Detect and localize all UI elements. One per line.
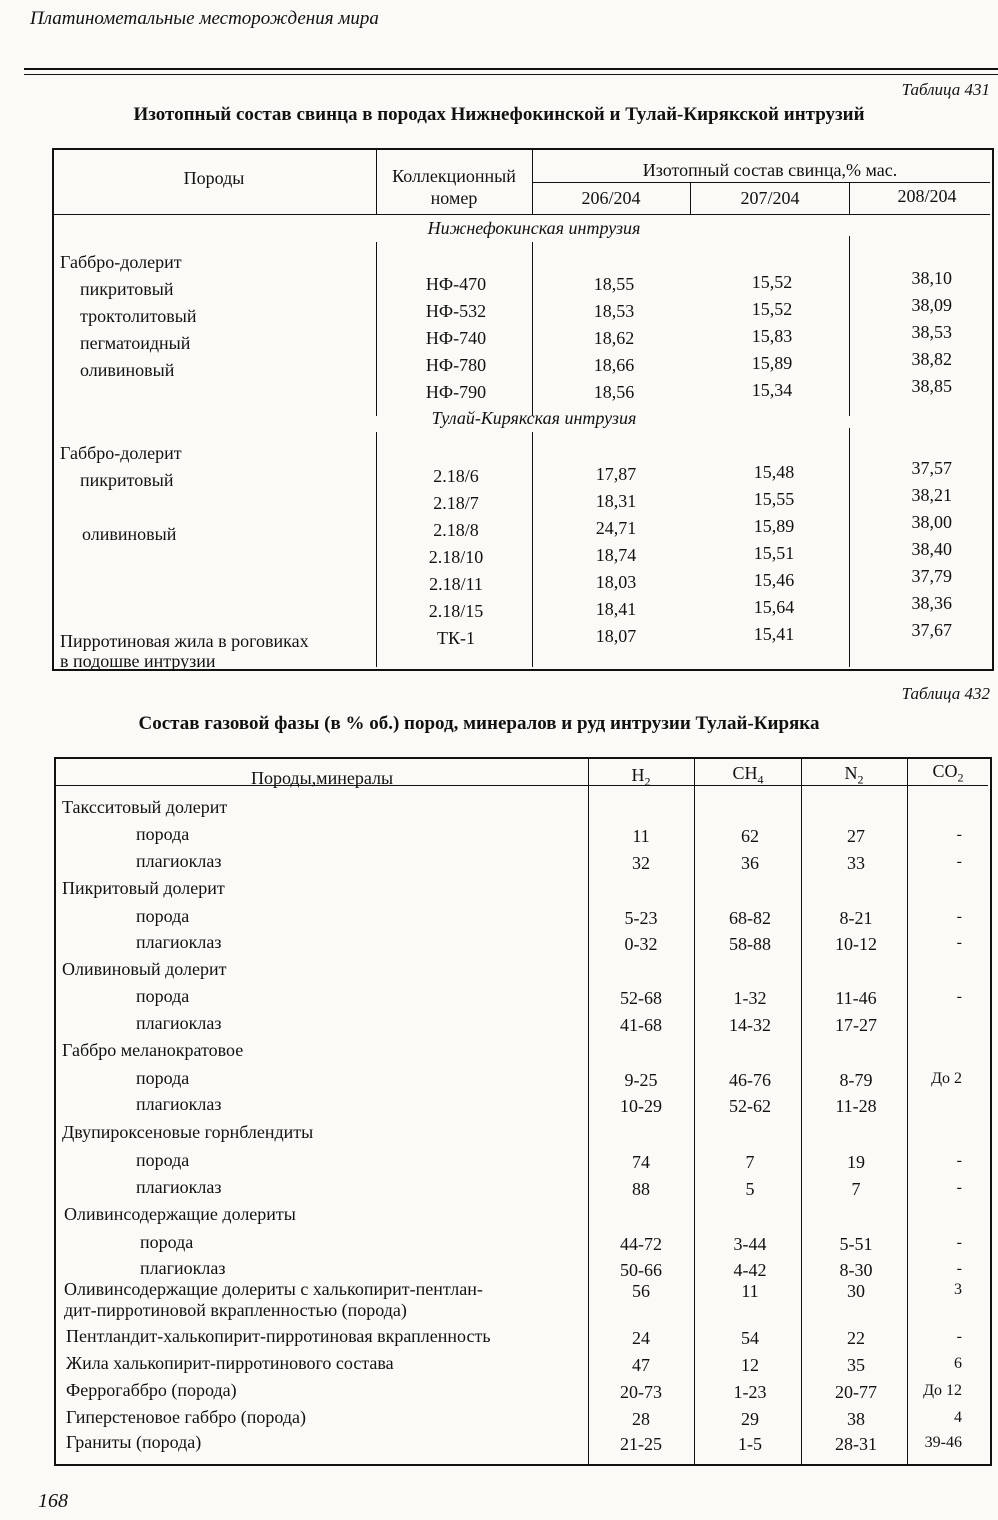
- value-206: 18,74: [595, 545, 637, 565]
- row-label: Граниты (порода): [66, 1432, 202, 1452]
- value-207: 15,55: [753, 489, 795, 509]
- value-n2: 7: [851, 1179, 861, 1199]
- row-label: порода: [136, 824, 190, 844]
- value-207: 15,64: [753, 597, 795, 617]
- value-ch4: 3-44: [733, 1234, 767, 1254]
- value-ch4: 68-82: [729, 908, 771, 928]
- row-label: Пикритовый долерит: [62, 878, 225, 898]
- sample-id: 2.18/8: [433, 520, 479, 540]
- sample-id: 2.18/6: [433, 466, 479, 486]
- value-co2: -: [956, 934, 962, 951]
- running-header: Платинометальные месторождения мира: [30, 8, 379, 29]
- value-206: 18,03: [595, 572, 637, 592]
- sample-id: НФ-470: [425, 274, 487, 294]
- sample-id: 2.18/7: [433, 493, 479, 513]
- value-206: 18,07: [595, 626, 637, 646]
- header-rocks: Породы: [183, 168, 245, 188]
- row-label: Оливинсодержащие долериты: [64, 1204, 296, 1224]
- value-206: 17,87: [595, 464, 637, 484]
- value-ch4: 62: [741, 826, 759, 846]
- rock-label: в подошве интрузии: [60, 651, 216, 671]
- table1-number: Таблица 431: [901, 80, 990, 99]
- value-ch4: 1-32: [733, 988, 767, 1008]
- row-label: Феррогаббро (порода): [66, 1380, 237, 1400]
- value-208: 38,53: [911, 322, 952, 342]
- value-206: 24,71: [595, 518, 637, 538]
- row-label: плагиоклаз: [136, 1013, 222, 1033]
- value-h2: 10-29: [620, 1096, 662, 1116]
- value-co2: 39-46: [924, 1434, 962, 1451]
- sample-id: 2.18/10: [428, 547, 484, 567]
- value-ch4: 29: [741, 1409, 759, 1429]
- header-207: 207/204: [740, 188, 800, 208]
- value-ch4: 7: [745, 1152, 755, 1172]
- value-206: 18,56: [593, 382, 635, 402]
- value-h2: 0-32: [624, 934, 658, 954]
- page-number: 168: [38, 1490, 68, 1512]
- value-ch4: 1-23: [733, 1382, 767, 1402]
- value-h2: 5-23: [624, 908, 658, 928]
- row-label: плагиоклаз: [136, 1177, 222, 1197]
- row-label: Пентландит-халькопирит-пирротиновая вкрапленность: [66, 1326, 491, 1346]
- value-co2: -: [956, 988, 962, 1005]
- rock-label: Габбро-долерит: [60, 252, 182, 272]
- header-isotope-group: Изотопный состав свинца,% мас.: [642, 160, 898, 180]
- header-206: 206/204: [581, 188, 641, 208]
- header-collection-2: номер: [430, 188, 478, 208]
- value-ch4: 46-76: [729, 1070, 771, 1090]
- value-207: 15,34: [751, 380, 793, 400]
- value-208: 37,67: [911, 620, 952, 640]
- value-h2: 88: [632, 1179, 650, 1199]
- value-206: 18,31: [595, 491, 637, 511]
- section-title: Нижнефокинская интрузия: [427, 218, 641, 238]
- value-h2: 24: [632, 1328, 650, 1348]
- value-ch4: 1-5: [738, 1434, 762, 1454]
- rock-label: Пирротиновая жила в роговиках: [60, 631, 309, 651]
- row-label: Таксситовый долерит: [62, 797, 228, 817]
- value-208: 38,36: [911, 593, 952, 613]
- row-label: плагиоклаз: [140, 1258, 226, 1278]
- table1-title: Изотопный состав свинца в породах Нижнефокинской и Тулай-Кирякской интрузий: [133, 104, 865, 125]
- value-n2: 10-12: [835, 934, 877, 954]
- value-n2: 11-46: [835, 988, 877, 1008]
- value-207: 15,89: [753, 516, 795, 536]
- sample-id: НФ-740: [425, 328, 487, 348]
- value-n2: 30: [847, 1281, 865, 1301]
- row-label: Гиперстеновое габбро (порода): [66, 1407, 306, 1427]
- value-207: 15,46: [753, 570, 795, 590]
- value-co2: -: [956, 1260, 962, 1277]
- sample-id: ТК-1: [437, 628, 475, 648]
- value-co2: -: [956, 1179, 962, 1196]
- table2-number: Таблица 432: [901, 684, 990, 703]
- rock-label: оливиновый: [80, 360, 175, 380]
- header-ch4: $CH_4$: [732, 763, 764, 787]
- value-206: 18,55: [593, 274, 635, 294]
- value-n2: 17-27: [835, 1015, 877, 1035]
- value-n2: 8-30: [839, 1260, 873, 1280]
- value-h2: 28: [632, 1409, 650, 1429]
- value-h2: 9-25: [624, 1070, 658, 1090]
- value-n2: 35: [847, 1355, 865, 1375]
- value-208: 38,85: [911, 376, 952, 396]
- section-title: Тулай-Кирякская интрузия: [431, 408, 637, 428]
- value-ch4: 36: [741, 853, 759, 873]
- value-207: 15,41: [753, 624, 795, 644]
- value-ch4: 58-88: [729, 934, 771, 954]
- value-co2: -: [956, 1152, 962, 1169]
- value-h2: 32: [632, 853, 650, 873]
- value-n2: 28-31: [835, 1434, 877, 1454]
- row-label: плагиоклаз: [136, 851, 222, 871]
- value-co2: 3: [954, 1281, 962, 1298]
- value-n2: 8-21: [839, 908, 873, 928]
- value-co2: -: [956, 826, 962, 843]
- header-rule: [24, 68, 998, 70]
- rock-label: пикритовый: [80, 470, 174, 490]
- value-n2: 11-28: [835, 1096, 877, 1116]
- header-h2: $H_2$: [631, 765, 651, 789]
- value-207: 15,83: [751, 326, 793, 346]
- value-ch4: 54: [741, 1328, 759, 1348]
- row-label: порода: [136, 906, 190, 926]
- value-h2: 74: [632, 1152, 650, 1172]
- value-co2: -: [956, 1234, 962, 1251]
- value-208: 38,09: [911, 295, 952, 315]
- value-206: 18,62: [593, 328, 635, 348]
- value-h2: 21-25: [620, 1434, 662, 1454]
- value-208: 38,00: [911, 512, 952, 532]
- value-ch4: 12: [741, 1355, 759, 1375]
- rock-label: пегматоидный: [80, 333, 191, 353]
- value-208: 38,10: [911, 268, 952, 288]
- table1: [52, 148, 994, 671]
- value-h2: 56: [632, 1281, 650, 1301]
- value-208: 37,79: [911, 566, 952, 586]
- row-label: Двупироксеновые горнблендиты: [62, 1122, 314, 1142]
- value-co2: -: [956, 1328, 962, 1345]
- header-208: 208/204: [897, 186, 957, 206]
- value-co2: До 2: [931, 1070, 962, 1087]
- sample-id: НФ-790: [425, 382, 487, 402]
- row-label: порода: [136, 986, 190, 1006]
- value-208: 38,40: [911, 539, 952, 559]
- value-208: 38,82: [911, 349, 952, 369]
- value-h2: 20-73: [620, 1382, 662, 1402]
- value-ch4: 14-32: [729, 1015, 771, 1035]
- value-co2: До 12: [923, 1382, 962, 1399]
- row-label: порода: [140, 1232, 194, 1252]
- value-207: 15,52: [751, 299, 793, 319]
- header-rule-thin: [24, 74, 998, 75]
- value-co2: 4: [954, 1409, 962, 1426]
- rock-label: троктолитовый: [80, 306, 197, 326]
- value-n2: 33: [847, 853, 865, 873]
- header-rocks-minerals: Породы,минералы: [250, 768, 394, 788]
- value-ch4: 4-42: [733, 1260, 767, 1280]
- value-208: 37,57: [911, 458, 952, 478]
- value-n2: 22: [847, 1328, 865, 1348]
- row-label: Жила халькопирит-пирротинового состава: [66, 1353, 394, 1373]
- value-h2: 44-72: [620, 1234, 662, 1254]
- row-label: порода: [136, 1068, 190, 1088]
- row-label: порода: [136, 1150, 190, 1170]
- value-207: 15,51: [753, 543, 795, 563]
- value-ch4: 5: [745, 1179, 755, 1199]
- rock-label: пикритовый: [80, 279, 174, 299]
- value-207: 15,89: [751, 353, 793, 373]
- sample-id: НФ-532: [425, 301, 487, 321]
- row-label: дит-пирротиновой вкрапленностью (порода): [64, 1300, 407, 1320]
- value-co2: -: [956, 908, 962, 925]
- header-co2: $CO_2$: [932, 761, 964, 785]
- value-206: 18,53: [593, 301, 635, 321]
- value-206: 18,66: [593, 355, 635, 375]
- value-206: 18,41: [595, 599, 637, 619]
- value-n2: 8-79: [839, 1070, 873, 1090]
- value-208: 38,21: [911, 485, 952, 505]
- value-h2: 52-68: [620, 988, 662, 1008]
- sample-id: НФ-780: [425, 355, 487, 375]
- value-ch4: 11: [741, 1281, 759, 1301]
- row-label: плагиоклаз: [136, 1094, 222, 1114]
- value-n2: 19: [847, 1152, 865, 1172]
- row-label: Оливиновый долерит: [62, 959, 227, 979]
- value-207: 15,48: [753, 462, 795, 482]
- sample-id: 2.18/11: [429, 574, 483, 594]
- value-co2: -: [956, 853, 962, 870]
- row-label: плагиоклаз: [136, 932, 222, 952]
- table2-title: Состав газовой фазы (в % об.) пород, минералов и руд интрузии Тулай-Киряка: [138, 713, 820, 734]
- value-h2: 11: [632, 826, 650, 846]
- value-h2: 50-66: [620, 1260, 662, 1280]
- sample-id: 2.18/15: [428, 601, 484, 621]
- row-label: Оливинсодержащие долериты с халькопирит-пентлан-: [64, 1279, 483, 1299]
- value-n2: 38: [847, 1409, 865, 1429]
- header-collection-1: Коллекционный: [392, 166, 516, 186]
- row-label: Габбро меланократовое: [62, 1040, 244, 1060]
- value-h2: 41-68: [620, 1015, 662, 1035]
- value-n2: 27: [847, 826, 865, 846]
- rock-label: оливиновый: [82, 524, 177, 544]
- value-n2: 5-51: [839, 1234, 873, 1254]
- value-h2: 47: [632, 1355, 650, 1375]
- value-n2: 20-77: [835, 1382, 877, 1402]
- value-ch4: 52-62: [729, 1096, 771, 1116]
- value-207: 15,52: [751, 272, 793, 292]
- value-co2: 6: [954, 1355, 962, 1372]
- header-n2: $N_2$: [844, 763, 864, 787]
- rock-label: Габбро-долерит: [60, 443, 182, 463]
- table2: [54, 757, 992, 1466]
